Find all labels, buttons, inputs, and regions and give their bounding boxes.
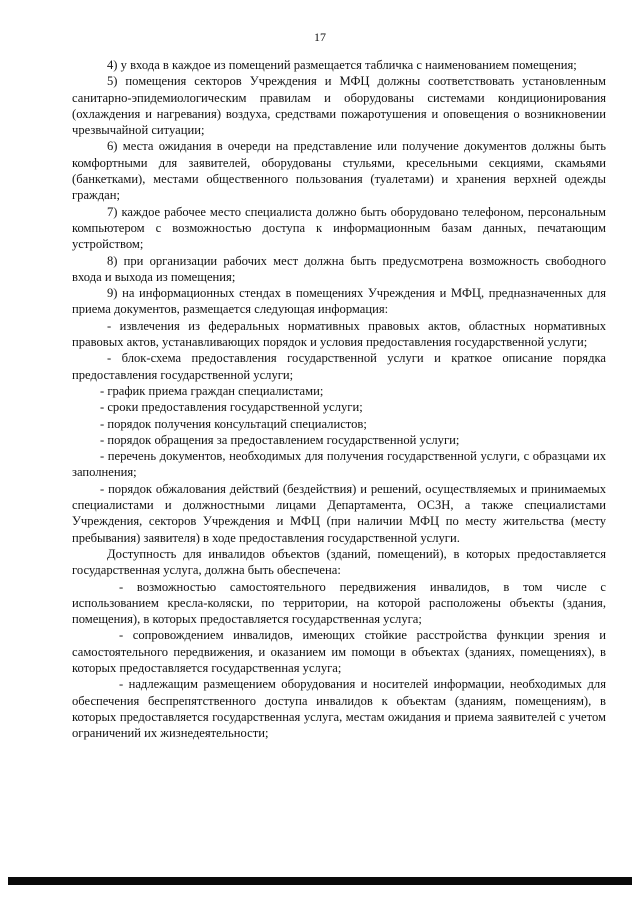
- paragraph-item-5: 5) помещения секторов Учреждения и МФЦ должны соответствовать установленным санитарно-эпидемиологическим правилам и оборудованы системами кондиционирования (охлаждения и нагревания) воздуха, средствами пожаротушения и оповещения о возникновении чрезвычайной ситуации;: [72, 74, 606, 138]
- page-number: 17: [314, 30, 326, 44]
- accessibility-intro: Доступность для инвалидов объектов (зданий, помещений), в которых предоставляется государственная услуга, должна быть обеспечена:: [72, 546, 606, 578]
- paragraph-item-9: 9) на информационных стендах в помещениях Учреждения и МФЦ, предназначенных для приема документов, размещается следующая информация:: [72, 286, 606, 317]
- info-list-item: - сроки предоставления государственной услуги;: [100, 400, 363, 415]
- paragraph-item-6: 6) места ожидания в очереди на представление или получение документов должны быть комфортными для заявителей, оборудованы стульями, кресельными секциями, скамьями (банкетками), местами общественного пользования (туалетами) и хранения верхней одежды граждан;: [72, 139, 606, 203]
- info-list-item: - график приема граждан специалистами;: [100, 383, 324, 398]
- info-list-item: - извлечения из федеральных нормативных правовых актов, областных нормативных правовых актов, устанавливающих порядок и условия предоставления государственной услуги;: [72, 318, 606, 350]
- paragraph-item-4: 4) у входа в каждое из помещений размещается табличка с наименованием помещения;: [107, 58, 577, 72]
- paragraph-item-7: 7) каждое рабочее место специалиста должно быть оборудовано телефоном, персональным компьютером с возможностью доступа к информационным базам данных, печатающим устройством;: [72, 204, 606, 252]
- info-list-item: - порядок обращения за предоставлением государственной услуги;: [100, 432, 460, 447]
- accessibility-list-item: - надлежащим размещением оборудования и носителей информации, необходимых для обеспечения беспрепятственного доступа инвалидов к объектам (зданиям, помещениям), в которых предоставляется государственная услуга, местам ожидания и приема заявителей с учетом ограничений их жизнедеятельности;: [72, 677, 606, 741]
- info-list-item: - блок-схема предоставления государственной услуги и краткое описание порядка предоставления государственной услуги;: [72, 351, 606, 382]
- document-body: [72, 57, 606, 741]
- scan-edge-bar: [8, 877, 632, 885]
- info-list-item: - порядок обжалования действий (бездействия) и решений, осуществляемых и принимаемых специалистами и должностными лицами Департамента, ОСЗН, а также специалистами Учреждения, секторов Учреждения и МФЦ (при наличии МФЦ по месту жительства (месту пребывания) заявителя) в ходе предоставления государственной услуги.: [72, 481, 606, 545]
- paragraph-item-8: 8) при организации рабочих мест должна быть предусмотрена возможность свободного входа и выхода из помещения;: [72, 253, 606, 284]
- info-list-item: - перечень документов, необходимых для получения государственной услуги, с образцами их заполнения;: [72, 449, 606, 480]
- info-list-item: - порядок получения консультаций специалистов;: [100, 416, 367, 431]
- accessibility-list-item: - возможностью самостоятельного передвижения инвалидов, в том числе с использованием кресла-коляски, по территории, на которой расположены объекты (здания, помещения), в которых предоставляется государственная услуга;: [72, 579, 606, 627]
- accessibility-list-item: - сопровождением инвалидов, имеющих стойкие расстройства функции зрения и самостоятельного передвижения, и оказанием им помощи в объектах (зданиях, помещениях), в которых предоставляется государственная услуга;: [72, 628, 606, 675]
